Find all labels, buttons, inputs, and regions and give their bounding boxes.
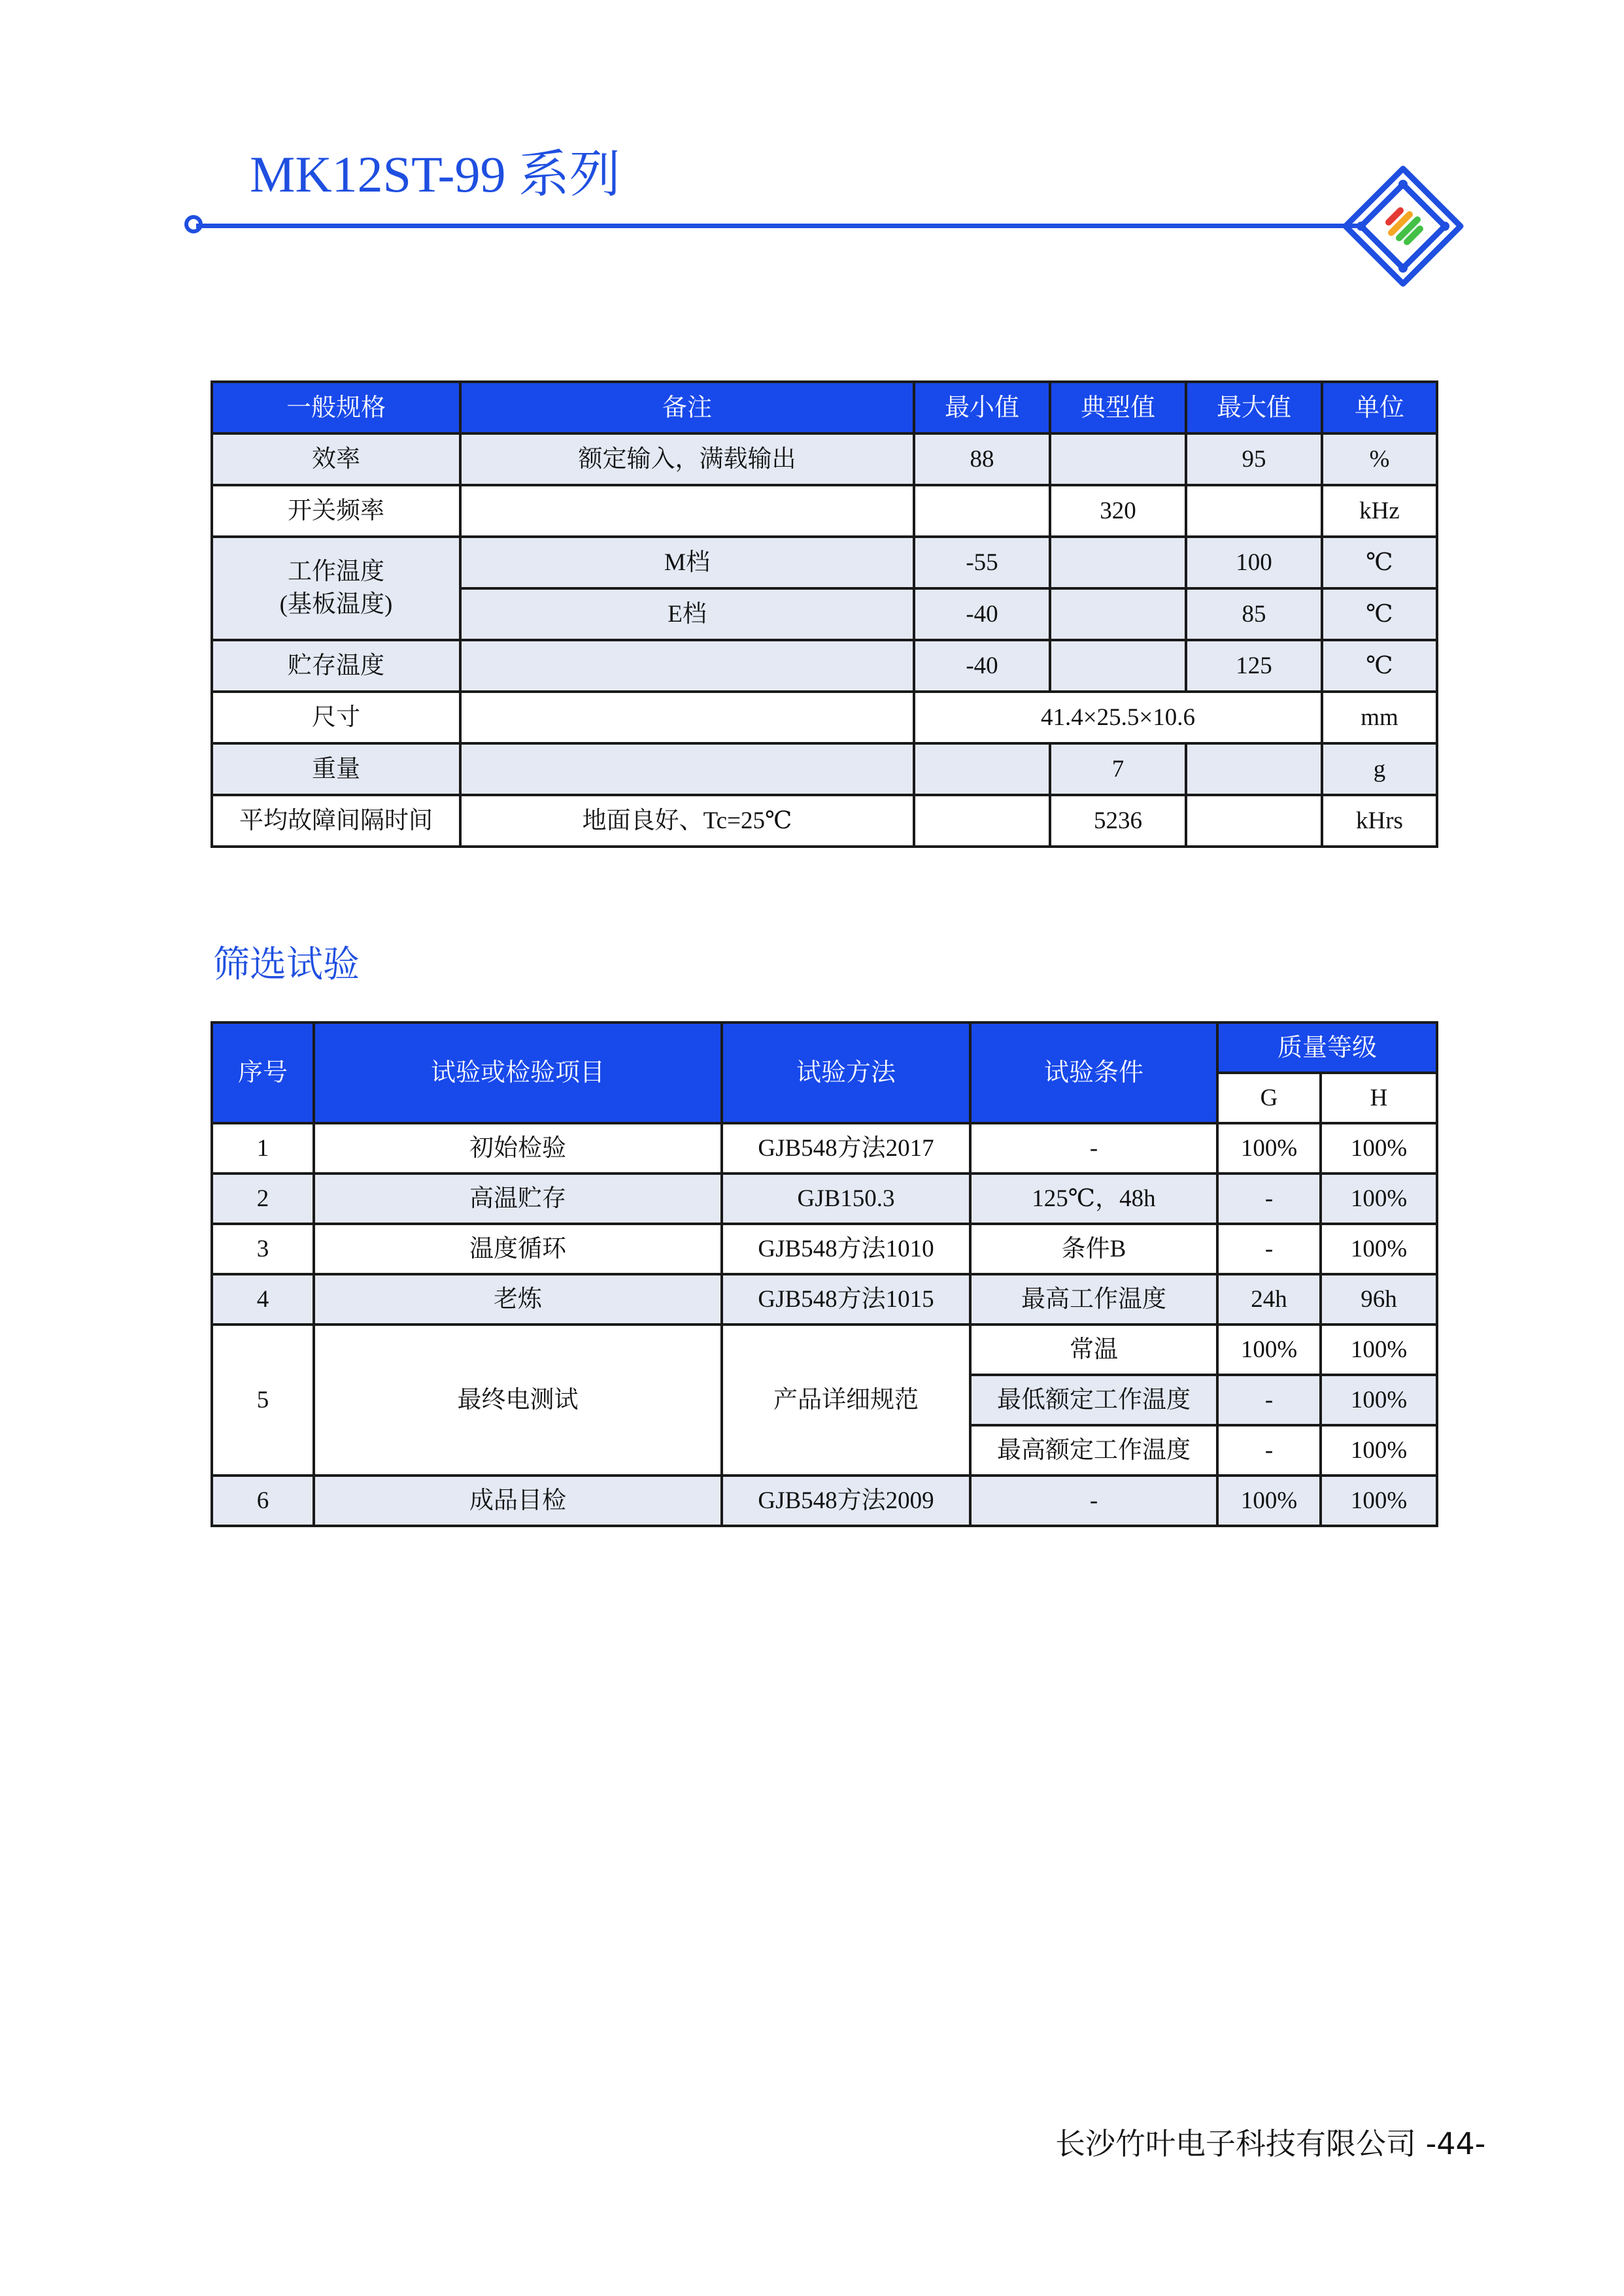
min-cell: -40: [914, 588, 1050, 640]
seq-cell: 2: [212, 1173, 314, 1224]
grade-h-cell: 100%: [1321, 1375, 1437, 1425]
seq-cell: 4: [212, 1274, 314, 1325]
column-header: 试验条件: [970, 1022, 1217, 1123]
table-row: [212, 743, 1437, 795]
note-cell: [460, 640, 914, 692]
grade-h-cell: 100%: [1321, 1123, 1437, 1173]
unit-cell: ℃: [1322, 640, 1437, 692]
min-cell: [914, 485, 1050, 537]
item-cell: 最终电测试: [314, 1325, 722, 1476]
typ-cell: [1050, 588, 1186, 640]
grade-h-cell: 100%: [1321, 1325, 1437, 1375]
max-cell: [1186, 485, 1322, 537]
page-title: MK12ST-99 系列: [250, 146, 621, 203]
column-header: 最小值: [914, 382, 1050, 433]
method-cell: GJB548方法1015: [722, 1274, 970, 1325]
column-header: 序号: [212, 1022, 314, 1123]
condition-cell: -: [970, 1123, 1217, 1173]
param-cell: 重量: [212, 743, 460, 795]
note-cell: [460, 692, 914, 743]
min-cell: [914, 743, 1050, 795]
method-cell: GJB548方法2017: [722, 1123, 970, 1173]
screening-test-table: [211, 1021, 1438, 1527]
grade-h-cell: 100%: [1321, 1476, 1437, 1526]
min-cell: -55: [914, 537, 1050, 588]
table-row: [212, 1173, 1437, 1224]
table-row: [212, 433, 1437, 485]
typ-cell: [1050, 640, 1186, 692]
item-cell: 初始检验: [314, 1123, 722, 1173]
grade-h-cell: 96h: [1321, 1274, 1437, 1325]
typ-cell: [1050, 537, 1186, 588]
column-header: 一般规格: [212, 382, 460, 433]
grade-g-header: G: [1217, 1073, 1321, 1123]
typ-cell: 320: [1050, 485, 1186, 537]
condition-cell: 125℃，48h: [970, 1173, 1217, 1224]
table-header-row: [212, 1022, 1437, 1073]
table-row: [212, 1274, 1437, 1325]
table-row: [212, 1224, 1437, 1274]
typ-cell: 5236: [1050, 795, 1186, 847]
condition-cell: -: [970, 1476, 1217, 1526]
unit-cell: %: [1322, 433, 1437, 485]
column-header: 试验或检验项目: [314, 1022, 722, 1123]
condition-cell: 最低额定工作温度: [970, 1375, 1217, 1425]
param-cell: 效率: [212, 433, 460, 485]
grade-h-cell: 100%: [1321, 1224, 1437, 1274]
condition-cell: 最高工作温度: [970, 1274, 1217, 1325]
note-cell: 额定输入，满载输出: [460, 433, 914, 485]
param-cell: 贮存温度: [212, 640, 460, 692]
table-row: [212, 640, 1437, 692]
circuit-diamond-logo-icon: [1342, 165, 1464, 288]
max-cell: [1186, 743, 1322, 795]
column-header: 试验方法: [722, 1022, 970, 1123]
table-row: [212, 1325, 1437, 1375]
column-header: 最大值: [1186, 382, 1322, 433]
max-cell: 125: [1186, 640, 1322, 692]
item-cell: 高温贮存: [314, 1173, 722, 1224]
grade-g-cell: 100%: [1217, 1123, 1321, 1173]
max-cell: 95: [1186, 433, 1322, 485]
condition-cell: 条件B: [970, 1224, 1217, 1274]
grade-g-cell: -: [1217, 1224, 1321, 1274]
param-cell: 平均故障间隔时间: [212, 795, 460, 847]
grade-g-cell: -: [1217, 1375, 1321, 1425]
min-cell: 88: [914, 433, 1050, 485]
seq-cell: 5: [212, 1325, 314, 1476]
table-row: [212, 485, 1437, 537]
column-header: 典型值: [1050, 382, 1186, 433]
seq-cell: 1: [212, 1123, 314, 1173]
grade-g-cell: 100%: [1217, 1476, 1321, 1526]
unit-cell: g: [1322, 743, 1437, 795]
item-cell: 温度循环: [314, 1224, 722, 1274]
note-cell: M档: [460, 537, 914, 588]
min-cell: -40: [914, 640, 1050, 692]
typ-cell: 7: [1050, 743, 1186, 795]
section-title: 筛选试验: [213, 943, 360, 986]
table-row: [212, 692, 1437, 743]
seq-cell: 6: [212, 1476, 314, 1526]
param-cell: 工作温度 (基板温度): [212, 537, 460, 640]
column-header: 质量等级: [1217, 1022, 1437, 1073]
general-spec-table: [211, 380, 1438, 848]
header-rule: [196, 224, 1360, 228]
note-cell: [460, 485, 914, 537]
min-cell: [914, 795, 1050, 847]
table-row: [212, 1123, 1437, 1173]
column-header: 单位: [1322, 382, 1437, 433]
table-header-row: [212, 382, 1437, 433]
dimension-cell: 41.4×25.5×10.6: [914, 692, 1322, 743]
grade-h-header: H: [1321, 1073, 1437, 1123]
method-cell: GJB548方法1010: [722, 1224, 970, 1274]
grade-h-cell: 100%: [1321, 1425, 1437, 1476]
param-cell: 尺寸: [212, 692, 460, 743]
method-cell: GJB548方法2009: [722, 1476, 970, 1526]
method-cell: GJB150.3: [722, 1173, 970, 1224]
table-row: [212, 537, 1437, 588]
param-cell: 开关频率: [212, 485, 460, 537]
grade-g-cell: -: [1217, 1425, 1321, 1476]
item-cell: 成品目检: [314, 1476, 722, 1526]
note-cell: E档: [460, 588, 914, 640]
unit-cell: ℃: [1322, 537, 1437, 588]
table-row: [212, 795, 1437, 847]
grade-g-cell: 100%: [1217, 1325, 1321, 1375]
unit-cell: kHz: [1322, 485, 1437, 537]
max-cell: 100: [1186, 537, 1322, 588]
grade-h-cell: 100%: [1321, 1173, 1437, 1224]
max-cell: [1186, 795, 1322, 847]
typ-cell: [1050, 433, 1186, 485]
note-cell: [460, 743, 914, 795]
page-footer: 长沙竹叶电子科技有限公司 -44-: [1055, 2126, 1486, 2161]
column-header: 备注: [460, 382, 914, 433]
condition-cell: 常温: [970, 1325, 1217, 1375]
table-row: [212, 1476, 1437, 1526]
seq-cell: 3: [212, 1224, 314, 1274]
unit-cell: mm: [1322, 692, 1437, 743]
unit-cell: ℃: [1322, 588, 1437, 640]
item-cell: 老炼: [314, 1274, 722, 1325]
condition-cell: 最高额定工作温度: [970, 1425, 1217, 1476]
grade-g-cell: 24h: [1217, 1274, 1321, 1325]
unit-cell: kHrs: [1322, 795, 1437, 847]
note-cell: 地面良好、Tc=25℃: [460, 795, 914, 847]
max-cell: 85: [1186, 588, 1322, 640]
method-cell: 产品详细规范: [722, 1325, 970, 1476]
grade-g-cell: -: [1217, 1173, 1321, 1224]
